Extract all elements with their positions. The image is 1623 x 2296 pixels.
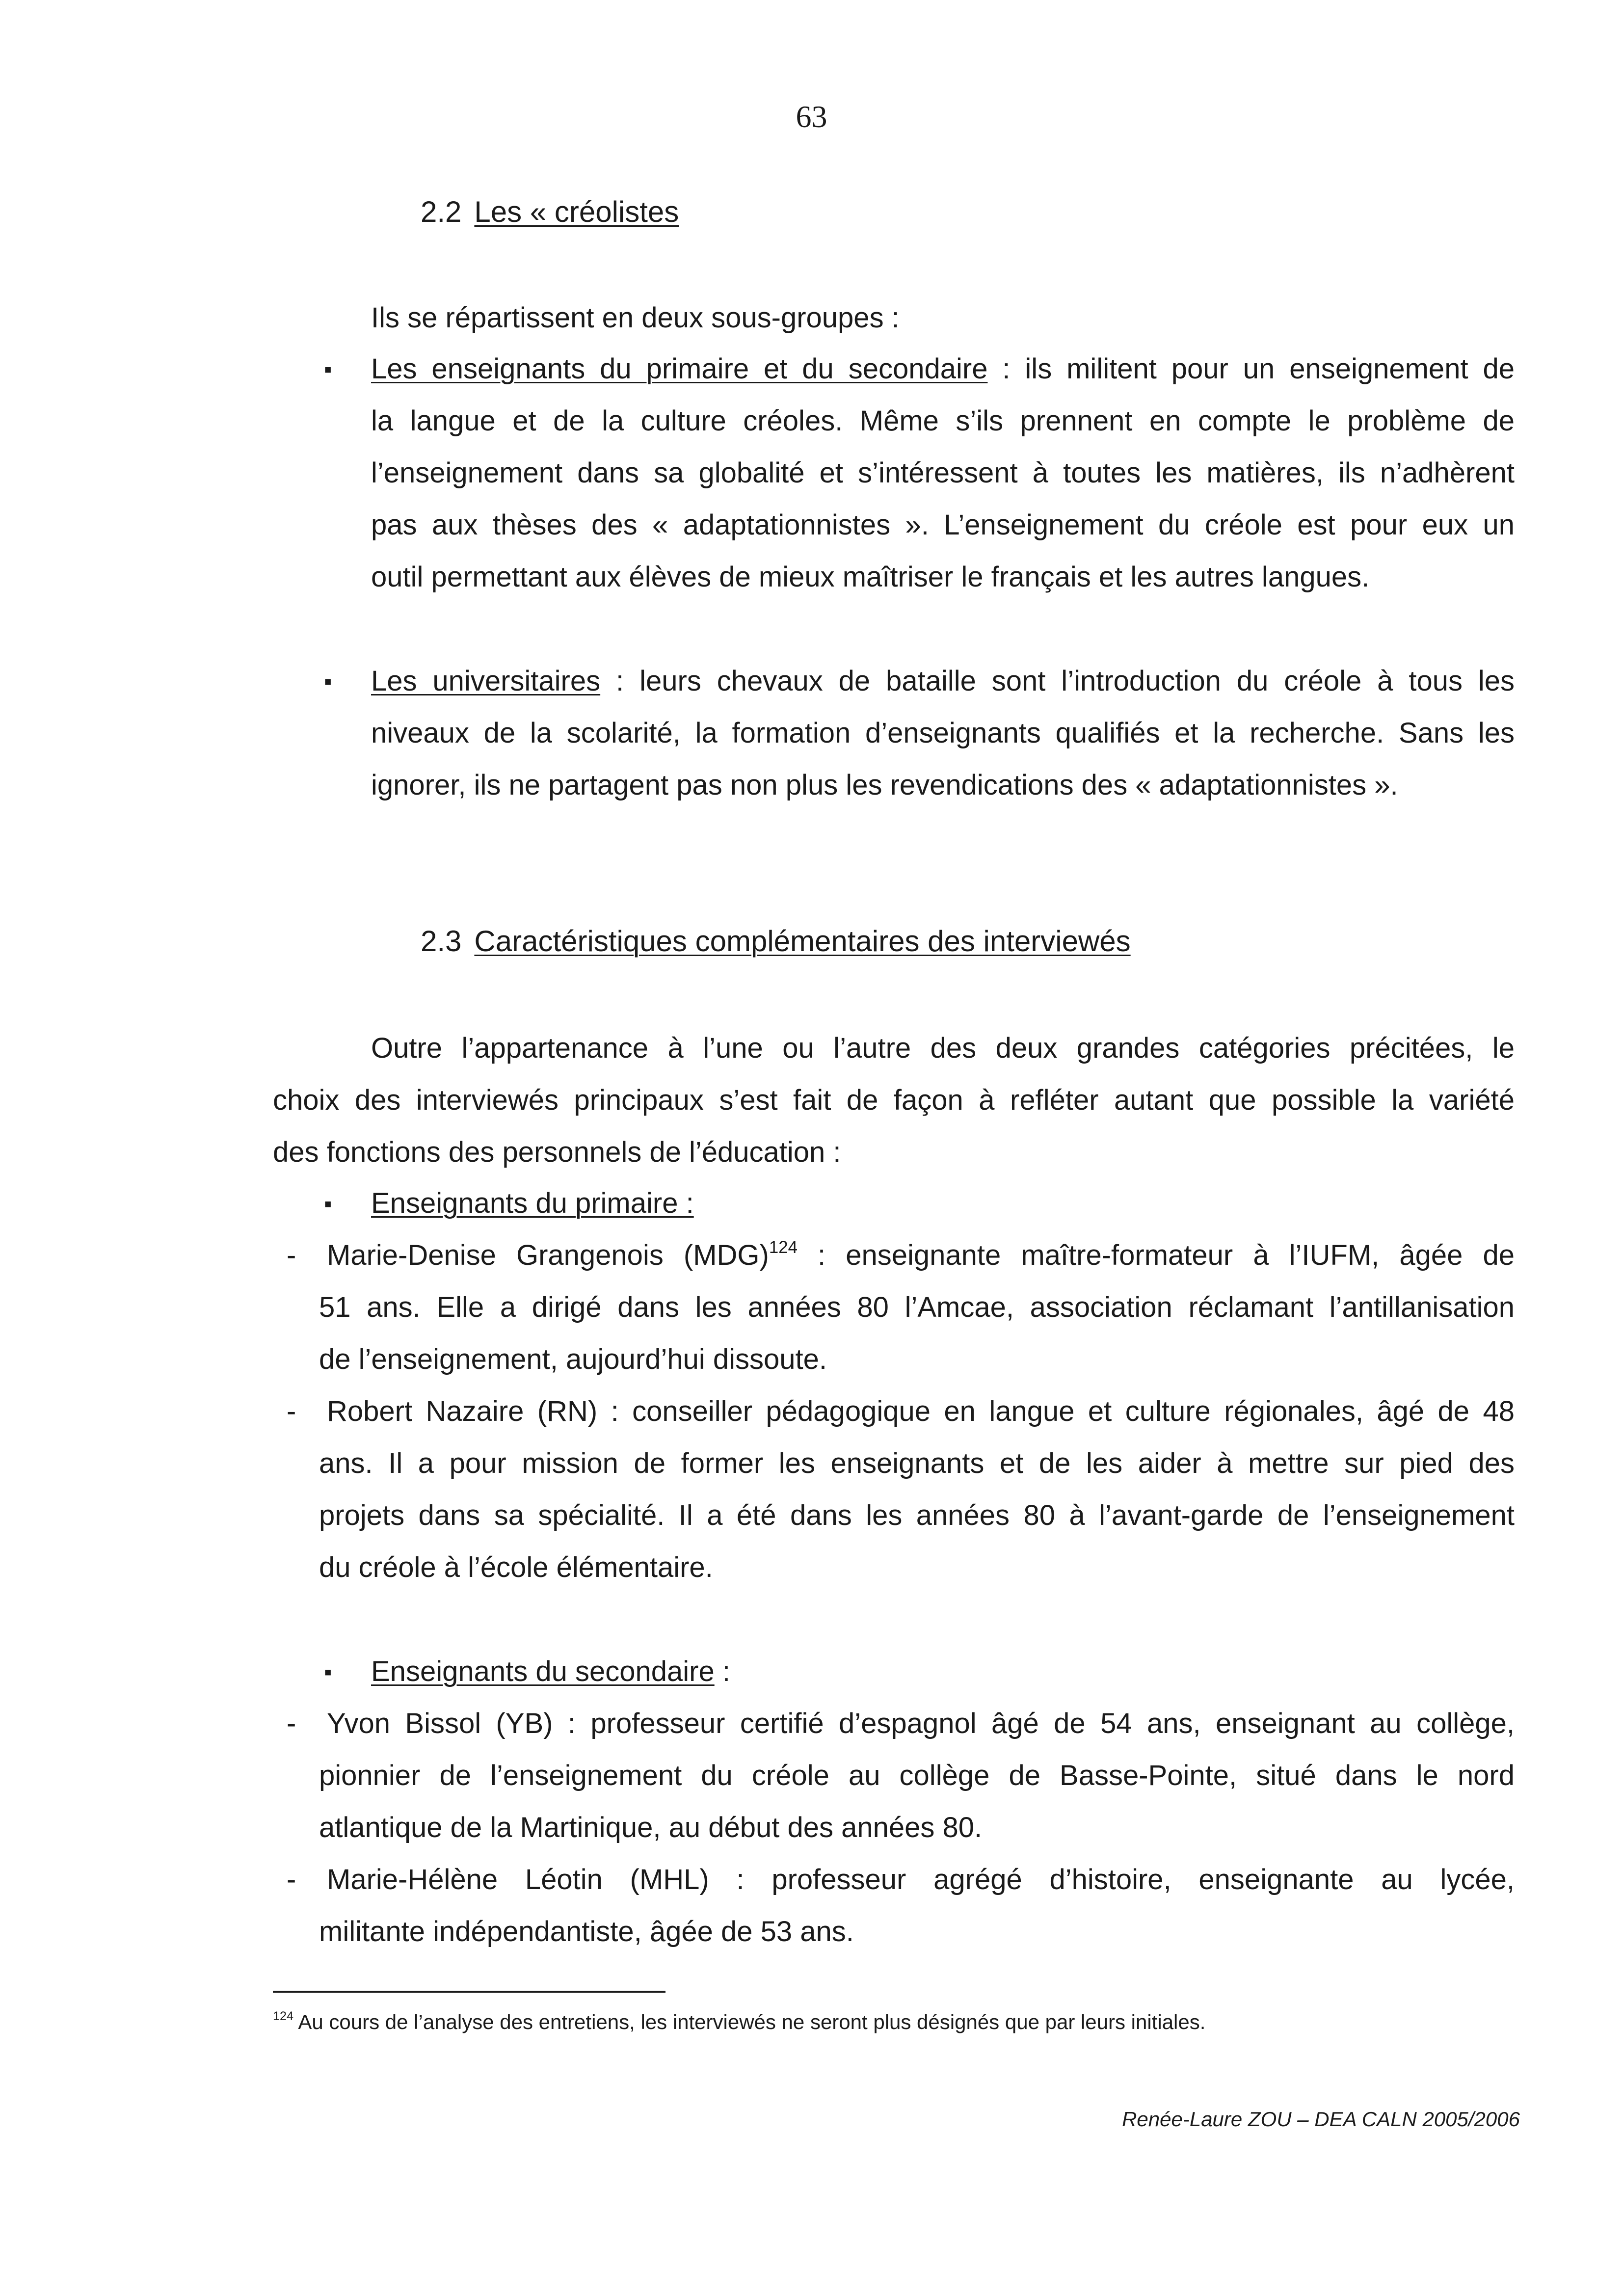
page-number: 63 — [796, 99, 827, 134]
bullet1-label: Les enseignants du primaire et du secondaire — [371, 353, 988, 385]
dash-marker: - — [287, 1864, 296, 1896]
group2-label: Enseignants du secondaire — [371, 1655, 715, 1687]
page-footer: Renée-Laure ZOU – DEA CALN 2005/2006 — [1122, 2108, 1520, 2131]
g2-item1-line1: Yvon Bissol (YB) : professeur certifié d’espagnol âgé de 54 ans, enseignant au collège, — [327, 1708, 1515, 1739]
footnote-separator — [273, 1991, 665, 1993]
square-bullet-icon: ▪ — [324, 1191, 332, 1216]
g1-item2-line3: projets dans sa spécialité. Il a été dans les années 80 à l’avant-garde de l’enseignement — [319, 1499, 1515, 1531]
bullet1-line4: pas aux thèses des « adaptationnistes ». L’enseignement du créole est pour eux un — [371, 509, 1515, 541]
bullet1-line3: l’enseignement dans sa globalité et s’intéressent à toutes les matières, ils n’adhèrent — [371, 457, 1515, 489]
footnote — [273, 2007, 1205, 2040]
section-2-3-heading — [421, 922, 1131, 961]
g1-item1-name: Marie-Denise Grangenois (MDG) — [327, 1239, 769, 1271]
g1-item2-line4: du créole à l’école élémentaire. — [319, 1551, 713, 1583]
g2-item2-line2: militante indépendantiste, âgée de 53 ans. — [319, 1916, 854, 1948]
section-2-2-heading — [421, 192, 679, 232]
bullet2-line1 — [371, 662, 1515, 701]
section-number: 2.3 — [421, 925, 462, 958]
square-bullet-icon: ▪ — [324, 668, 332, 694]
square-bullet-icon: ▪ — [324, 1659, 332, 1684]
g1-item2-line2: ans. Il a pour mission de former les enseignants et de les aider à mettre sur pied des — [319, 1447, 1515, 1479]
g1-item1-line3: de l’enseignement, aujourd’hui dissoute. — [319, 1343, 827, 1375]
g2-item2-line1: Marie-Hélène Léotin (MHL) : professeur agrégé d’histoire, enseignante au lycée, — [327, 1864, 1515, 1896]
g2-item1-line2: pionnier de l’enseignement du créole au collège de Basse-Pointe, situé dans le nord — [319, 1760, 1515, 1791]
square-bullet-icon: ▪ — [324, 356, 332, 382]
footnote-text: Au cours de l’analyse des entretiens, les interviewés ne seront plus désignés que par leurs initiales. — [293, 2010, 1206, 2033]
bullet2-line2: niveaux de la scolarité, la formation d’enseignants qualifiés et la recherche. Sans les — [371, 717, 1515, 749]
group1-label: Enseignants du primaire : — [371, 1187, 694, 1219]
dash-marker: - — [287, 1395, 296, 1427]
bullet1-line1 — [371, 349, 1515, 389]
para-line2: choix des interviewés principaux s’est fait de façon à refléter autant que possible la variété — [273, 1084, 1515, 1116]
g1-item1-line1 — [327, 1236, 1515, 1279]
section-number: 2.2 — [421, 195, 462, 228]
dash-marker: - — [287, 1239, 296, 1271]
para-line3: des fonctions des personnels de l’éducation : — [273, 1136, 841, 1168]
bullet2-line1-text: : leurs chevaux de bataille sont l’introduction du créole à tous les — [600, 665, 1515, 697]
g1-item2-line1: Robert Nazaire (RN) : conseiller pédagogique en langue et culture régionales, âgé de 48 — [327, 1395, 1515, 1427]
group2-label-line — [371, 1652, 730, 1691]
para-line1: Outre l’appartenance à l’une ou l’autre des deux grandes catégories précitées, le — [371, 1032, 1515, 1064]
g1-item1-line2: 51 ans. Elle a dirigé dans les années 80 l’Amcae, association réclamant l’antillanisation — [319, 1291, 1515, 1323]
bullet1-line2: la langue et de la culture créoles. Même s’ils prennent en compte le problème de — [371, 405, 1515, 437]
section-title: Caractéristiques complémentaires des interviewés — [474, 925, 1131, 958]
bullet1-line5: outil permettant aux élèves de mieux maîtriser le français et les autres langues. — [371, 561, 1370, 593]
section-title: Les « créolistes — [474, 195, 679, 228]
bullet2-line3: ignorer, ils ne partagent pas non plus les revendications des « adaptationnistes ». — [371, 769, 1398, 801]
group1-label-line — [371, 1184, 694, 1223]
group2-label-colon: : — [714, 1655, 730, 1687]
intro-line: Ils se répartissent en deux sous-groupes : — [371, 302, 900, 334]
footnote-ref: 124 — [769, 1237, 798, 1257]
footnote-number: 124 — [273, 2009, 294, 2024]
bullet1-line1-text: : ils militent pour un enseignement de — [987, 353, 1515, 385]
g1-item1-text: : enseignante maître-formateur à l’IUFM, âgée de — [797, 1239, 1515, 1271]
dash-marker: - — [287, 1708, 296, 1739]
g2-item1-line3: atlantique de la Martinique, au début des années 80. — [319, 1812, 983, 1843]
bullet2-label: Les universitaires — [371, 665, 601, 697]
